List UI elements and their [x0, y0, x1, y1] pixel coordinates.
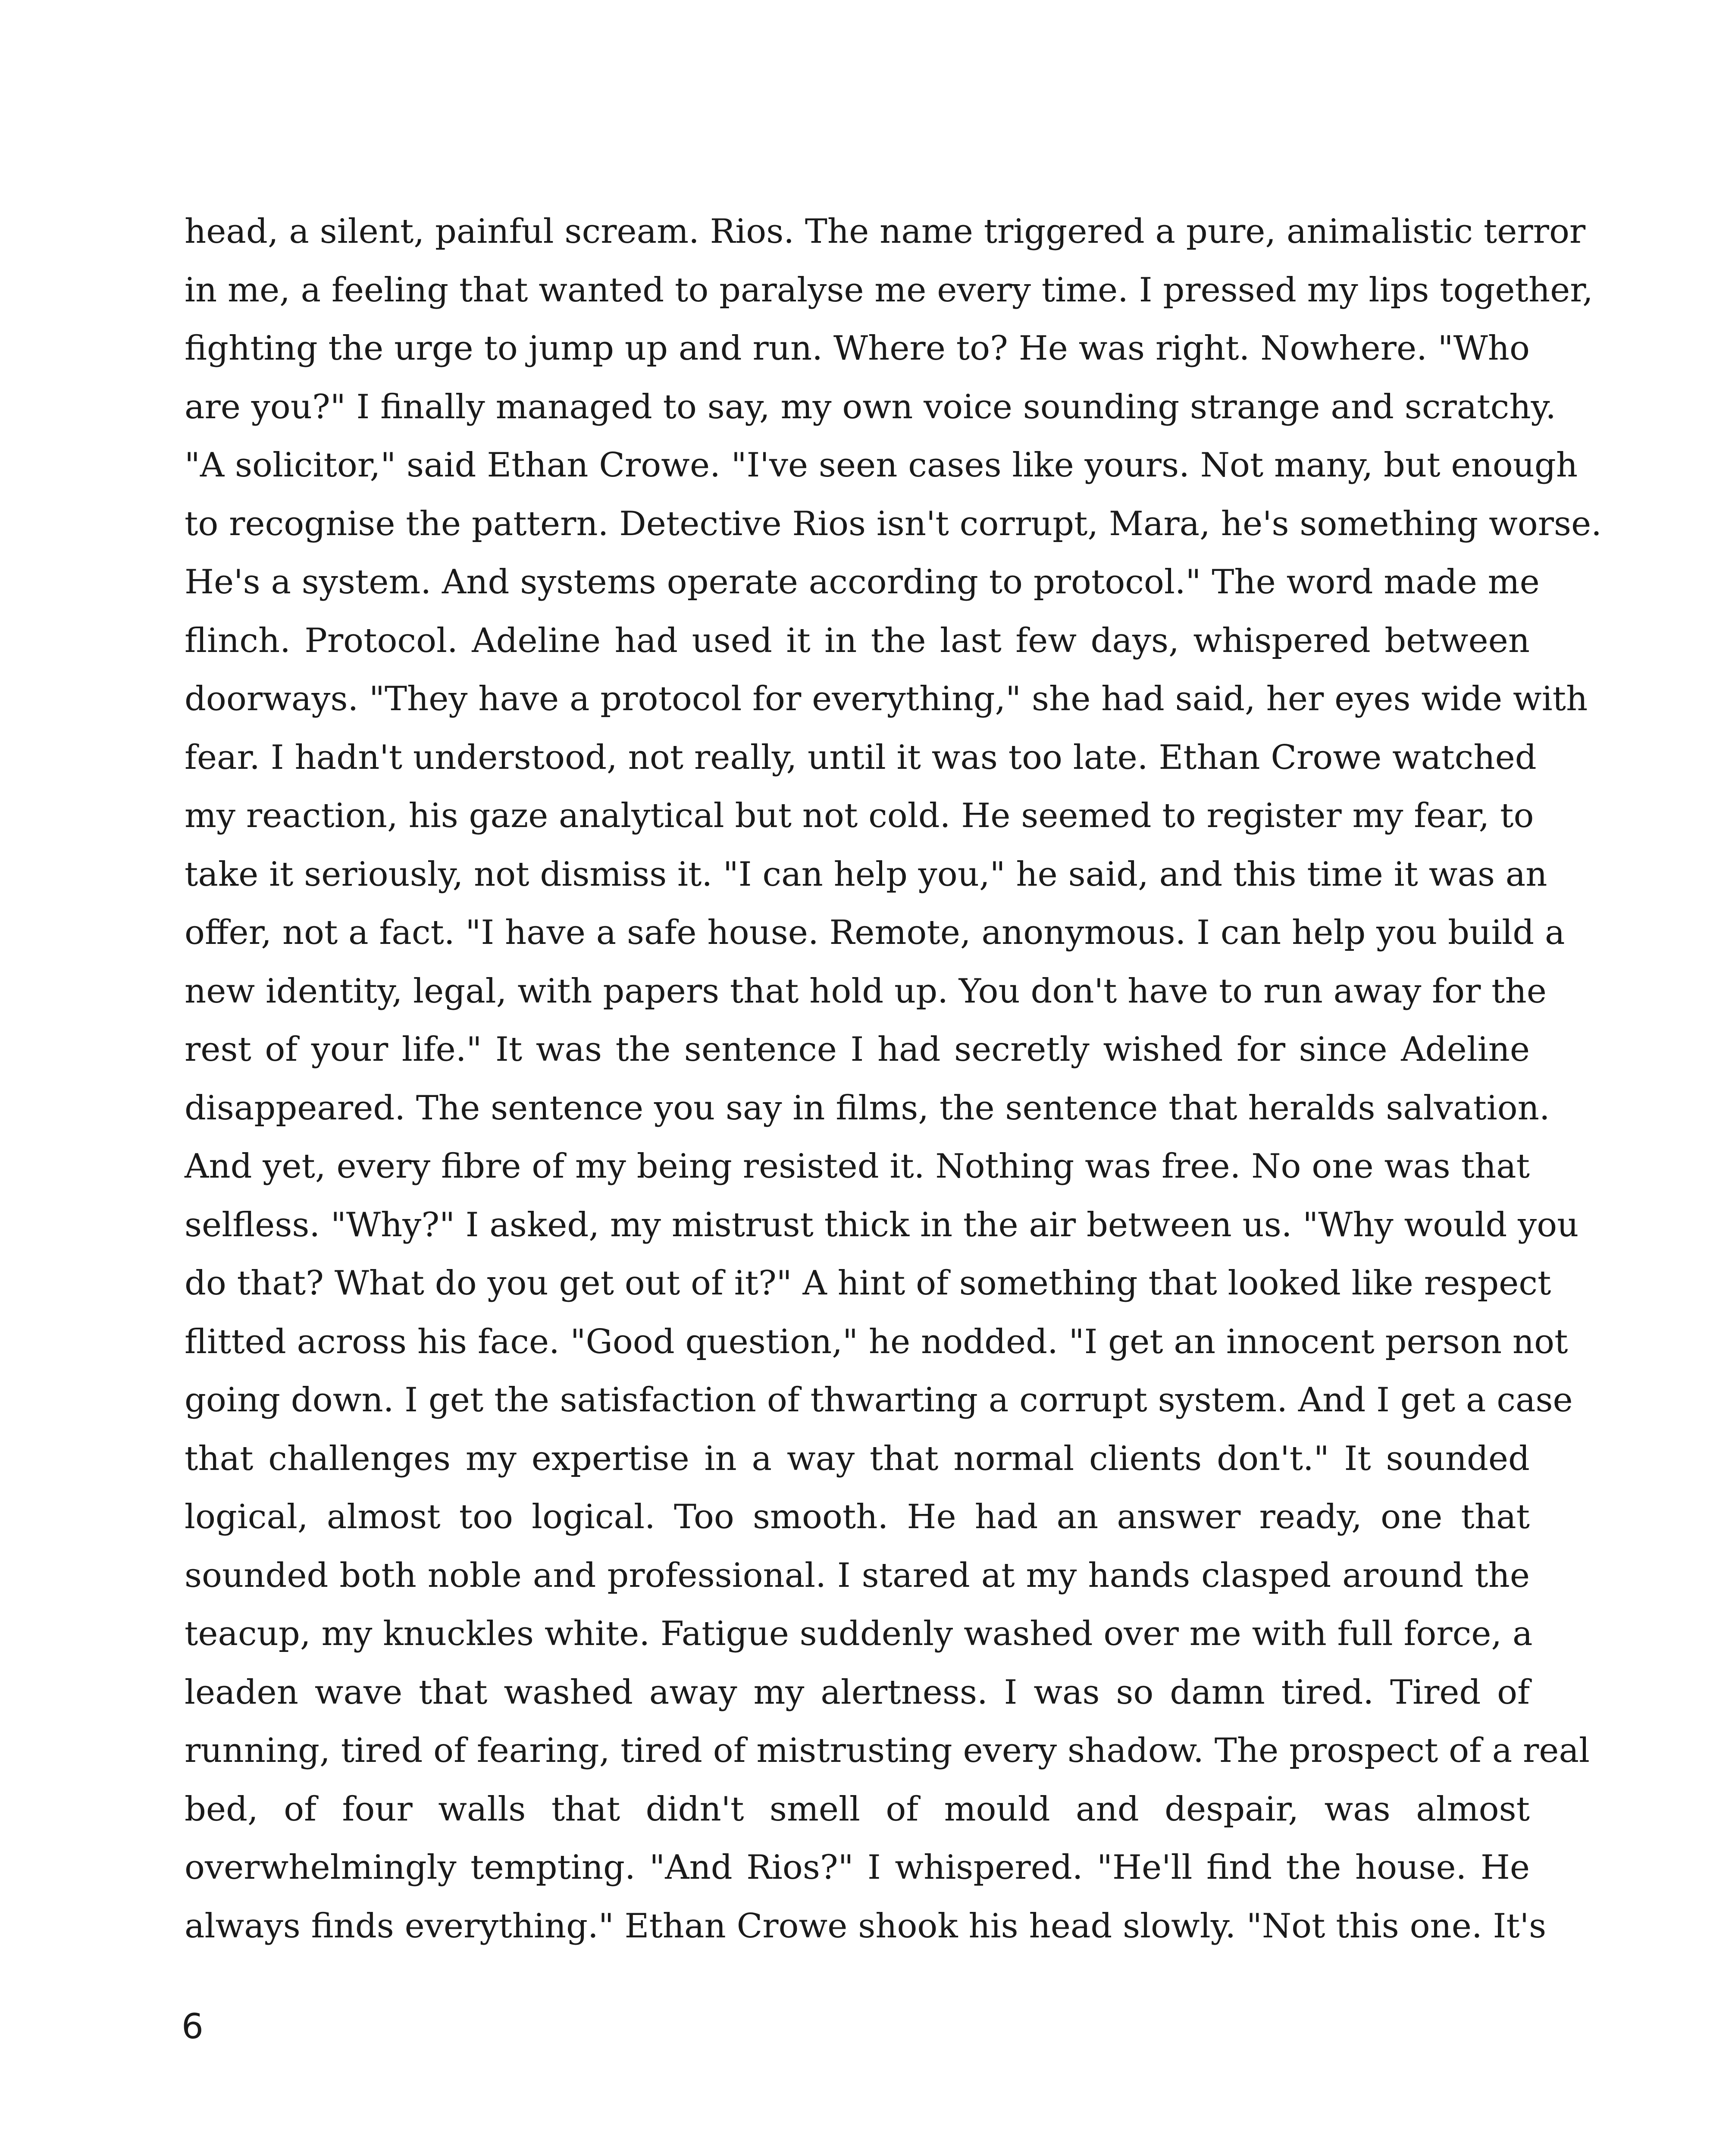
text-line: fear. I hadn't understood, not really, until it was too late. Ethan Crowe watched [185, 738, 1537, 777]
text-line: are you?" I finally managed to say, my own voice sounding strange and scratchy. [185, 387, 1557, 426]
text-line: that challenges my expertise in a way that normal clients don't." It sounded [185, 1439, 1530, 1478]
text-line: rest of your life." It was the sentence I had secretly wished for since Adeline [185, 1030, 1530, 1069]
text-line: running, tired of fearing, tired of mistrusting every shadow. The prospect of a real [185, 1731, 1590, 1770]
text-line: offer, not a fact. "I have a safe house. Remote, anonymous. I can help you build a [185, 913, 1565, 952]
text-line: to recognise the pattern. Detective Rios isn't corrupt, Mara, he's something worse. [185, 504, 1602, 543]
text-line: overwhelmingly tempting. "And Rios?" I whispered. "He'll find the house. He [185, 1848, 1530, 1887]
text-line: logical, almost too logical. Too smooth. He had an answer ready, one that [185, 1498, 1530, 1536]
text-line: always finds everything." Ethan Crowe shook his head slowly. "Not this one. It's [185, 1906, 1547, 1946]
text-line: selfless. "Why?" I asked, my mistrust thick in the air between us. "Why would you [185, 1205, 1579, 1244]
text-line: going down. I get the satisfaction of thwarting a corrupt system. And I get a case [185, 1381, 1573, 1420]
text-line: my reaction, his gaze analytical but not cold. He seemed to register my fear, to [185, 796, 1534, 835]
text-line: flinch. Protocol. Adeline had used it in the last few days, whispered between [185, 621, 1530, 660]
text-line: teacup, my knuckles white. Fatigue suddenly washed over me with full force, a [185, 1614, 1533, 1653]
text-line: in me, a feeling that wanted to paralyse me every time. I pressed my lips together, [185, 270, 1593, 310]
body-text [185, 203, 1602, 1955]
text-line: bed, of four walls that didn't smell of mould and despair, was almost [185, 1789, 1530, 1829]
text-line: flitted across his face. "Good question," he nodded. "I get an innocent person not [185, 1322, 1568, 1361]
text-line: take it seriously, not dismiss it. "I can help you," he said, and this time it was an [185, 855, 1547, 894]
text-line: He's a system. And systems operate according to protocol." The word made me [185, 563, 1540, 602]
page-number: 6 [182, 2006, 204, 2046]
text-line: leaden wave that washed away my alertness. I was so damn tired. Tired of [185, 1673, 1530, 1712]
text-line: And yet, every fibre of my being resisted it. Nothing was free. No one was that [185, 1147, 1530, 1186]
text-line: doorways. "They have a protocol for everything," she had said, her eyes wide with [185, 680, 1588, 718]
text-line: new identity, legal, with papers that hold up. You don't have to run away for the [185, 971, 1547, 1011]
text-line: sounded both noble and professional. I stared at my hands clasped around the [185, 1556, 1530, 1595]
text-line: head, a silent, painful scream. Rios. The name triggered a pure, animalistic terror [185, 212, 1586, 251]
text-line: do that? What do you get out of it?" A hint of something that looked like respect [185, 1264, 1551, 1303]
text-line: fighting the urge to jump up and run. Where to? He was right. Nowhere. "Who [185, 329, 1530, 368]
text-line: "A solicitor," said Ethan Crowe. "I've seen cases like yours. Not many, but enough [185, 446, 1578, 485]
text-line: disappeared. The sentence you say in films, the sentence that heralds salvation. [185, 1088, 1550, 1128]
